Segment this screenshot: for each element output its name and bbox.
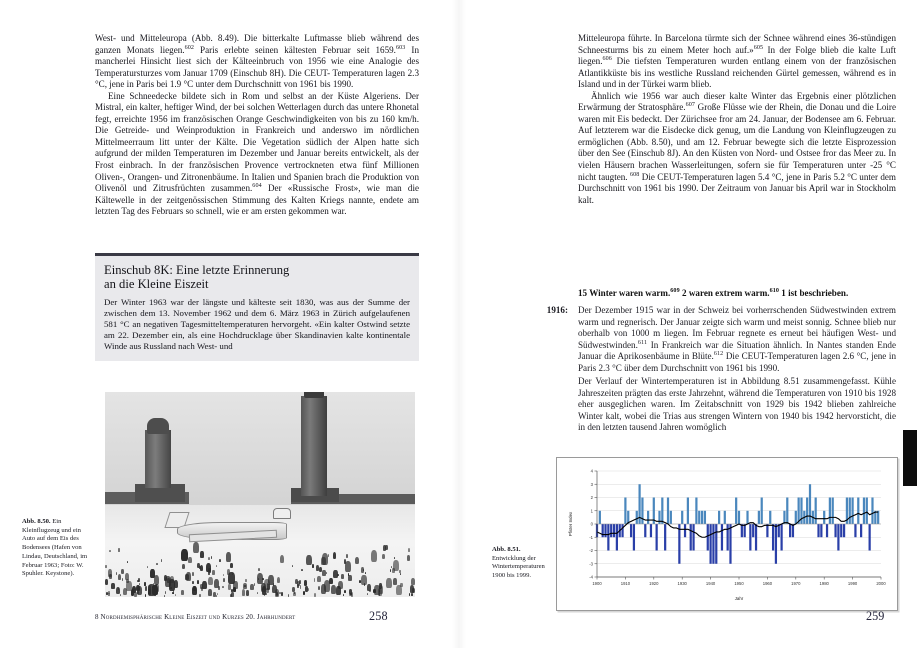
einschub-text: Der Winter 1963 war der längste und kälteste seit 1830, was aus der Summe der zwischen dem 13. November 1962 und dem 6. März 1963 in Zürich aufgelaufenen 581 °C an negativen Tagesmitteltemperaturen hervorgeht. «Ein kalter Ostwind setzte am 22. Dezember ein, als eine Hochdrucklage über Skandinavien kalte kontinentale Winde aus Russland nach West- und (104, 296, 410, 352)
chart-bar (749, 524, 751, 551)
chart-bar (775, 524, 777, 564)
chart-bar (826, 524, 828, 537)
year-entry-text: Der Dezember 1915 war in der Schweiz bei vorherrschenden Südwestwinden extrem warm und regnerisch. Der Januar zeigte sich warm und meist sonnig. Schnee blieb nur oberhalb von 1000 m liegen. Im Februar regnete es erneut bei häufigen West- und Südwestwinden.$^{611}$ In Frankreich war die Situation ähnlich. In Nantes standen Ende Januar die Aprikosenbäume in Blüte.$^{612}$ Die CEUT-Temperaturen lagen 2.6 °C, jene in Paris 2.3 °C über dem Durchschnitt von 1961 bis 1990. (578, 305, 896, 373)
chart-bar (840, 524, 842, 537)
chart-bar (761, 498, 763, 525)
chart-bar (792, 524, 794, 537)
chart-bar (641, 498, 643, 525)
photo-person (223, 578, 225, 582)
chart-bar (678, 524, 680, 564)
photo-person (322, 570, 325, 576)
photo-person (363, 569, 364, 571)
chart-y-tick-label: -4 (589, 574, 593, 580)
photo-person (154, 587, 158, 594)
photo-person (118, 574, 122, 581)
photo-person (408, 548, 410, 552)
chart-bar (746, 511, 748, 524)
chart-bar (599, 511, 601, 524)
photo-person (226, 552, 231, 561)
chart-x-tick-label: 1950 (734, 581, 744, 586)
photo-person (108, 569, 112, 577)
photo-person (331, 585, 336, 594)
chart-bar (860, 524, 862, 537)
chart-bar (715, 524, 717, 564)
photo-person (222, 586, 223, 588)
left-column-text (95, 33, 419, 218)
photo-person (346, 554, 348, 558)
photo-person (170, 576, 174, 584)
photo-person (118, 548, 120, 551)
chart-bar (735, 498, 737, 525)
chart-x-tick-label: 2000 (876, 581, 886, 586)
photo-person (192, 581, 194, 584)
photo-person (156, 563, 157, 565)
chart-x-tick-label: 1970 (791, 581, 801, 586)
photo-person (411, 578, 415, 585)
chart-bar (613, 524, 615, 537)
photo-person (288, 594, 290, 597)
chart-bar (809, 484, 811, 524)
einschub-title (104, 263, 410, 292)
caption-text: Entwicklung der Wintertemperaturen 1900 bis 1999. (492, 554, 545, 580)
chart-y-tick-label: -3 (589, 561, 593, 567)
chart-x-axis-label: Jahr (734, 596, 744, 601)
photo-person (394, 557, 395, 559)
photo-person (297, 584, 299, 588)
chart-bar (789, 524, 791, 537)
chart-bar (690, 524, 692, 551)
chart-bar (667, 498, 669, 525)
chart-bar (681, 511, 683, 524)
chart-bar (695, 498, 697, 525)
chart-bar (849, 498, 851, 525)
photo-car (273, 508, 291, 519)
chart-y-axis-label: Pfister Index (568, 511, 573, 537)
chart-bar (772, 524, 774, 551)
chart-x-tick-label: 1910 (620, 581, 631, 586)
photo-person (120, 594, 121, 596)
photo-person (144, 582, 146, 585)
einschub-title-line2: an die Kleine Eiszeit (104, 277, 209, 292)
chart-x-tick-label: 1990 (847, 581, 858, 586)
chart-bar (607, 524, 609, 551)
figure-8-51-chart-frame (556, 457, 898, 611)
photo-person (367, 593, 368, 595)
chart-y-tick-label: 1 (590, 508, 593, 514)
chart-bar (823, 511, 825, 524)
photo-person (199, 594, 200, 597)
photo-person (148, 585, 151, 591)
photo-person (165, 591, 166, 593)
photo-person (109, 550, 111, 553)
photo-person (400, 583, 402, 587)
caption-label: Abb. 8.50. (22, 518, 51, 525)
chart-bar (621, 524, 623, 537)
winter-temperature-chart (563, 463, 889, 603)
photo-person (293, 592, 295, 596)
photo-person (341, 574, 344, 579)
chart-bar (698, 511, 700, 524)
chart-bar (704, 511, 706, 524)
photo-person (355, 557, 359, 565)
photo-person (145, 586, 147, 590)
chart-bar (664, 524, 666, 551)
photo-person (216, 595, 217, 597)
caption-label: Abb. 8.51. (492, 546, 521, 553)
photo-illustration (105, 392, 415, 597)
photo-person (197, 580, 199, 583)
chart-bar (857, 498, 859, 525)
photo-person (333, 552, 337, 559)
chart-bar (650, 524, 652, 537)
photo-person (336, 586, 341, 594)
photo-person (200, 551, 204, 557)
photo-person (154, 575, 160, 585)
photo-person (182, 564, 185, 570)
chart-bar (727, 524, 729, 551)
photo-person (301, 569, 302, 572)
photo-person (105, 579, 108, 585)
chart-y-tick-label: 2 (590, 495, 593, 501)
einschub-inner (95, 256, 419, 362)
photo-person (281, 592, 283, 596)
photo-person (200, 565, 204, 571)
chart-bar (843, 524, 845, 537)
left-page-footer (95, 609, 388, 648)
photo-person (214, 579, 219, 588)
photo-person (292, 565, 293, 567)
photo-person (164, 595, 165, 597)
photo-person (409, 593, 410, 596)
chart-bar (630, 524, 632, 537)
photo-person (173, 592, 174, 594)
photo-person (371, 550, 378, 562)
photo-person (328, 554, 329, 557)
chart-bar (661, 498, 663, 525)
photo-person (314, 578, 316, 581)
photo-person (265, 593, 266, 595)
figure-8-50-caption (22, 518, 92, 579)
photo-bavarian-lion (147, 418, 169, 434)
chart-x-tick-label: 1960 (762, 581, 773, 586)
chart-bar (783, 511, 785, 524)
photo-person (333, 570, 337, 578)
photo-person (326, 572, 327, 574)
chart-bar (780, 524, 782, 551)
chart-bar (869, 524, 871, 551)
closing-paragraph: Der Verlauf der Wintertemperaturen ist in Abbildung 8.51 zusammengefasst. Kühle Jahreszeiten prägten das erste Jahrzehnt, während die Temperaturen von 1910 bis 1928 eher ausgeglichen waren. Im Zeitabschnitt von 1929 bis 1942 blieben zahlreiche Winter kalt, wobei die Trias aus strengen Wintern von 1940 bis 1942 hervorsticht, die in den letzten tausend Jahren womöglich (578, 376, 896, 433)
photo-person (321, 584, 326, 594)
right-page-number: 259 (866, 609, 885, 623)
chart-y-tick-label: 3 (590, 481, 593, 487)
photo-person (343, 594, 344, 596)
photo-person (378, 588, 382, 595)
gutter-shadow (452, 0, 466, 648)
photo-person (383, 545, 386, 551)
photo-person (245, 579, 246, 581)
photo-lion-column (145, 430, 171, 488)
chart-bar (755, 524, 757, 551)
chart-x-tick-label: 1930 (677, 581, 687, 586)
photo-person (137, 580, 138, 583)
photo-person (208, 589, 212, 596)
photo-person (175, 594, 176, 596)
photo-person (280, 555, 285, 564)
year-entry-1916 (524, 305, 896, 374)
figure-8-51-caption (492, 546, 554, 581)
chart-bar (769, 511, 771, 524)
chart-bar (687, 498, 689, 525)
chart-bar (616, 524, 618, 551)
photo-person (138, 578, 140, 582)
photo-person (211, 556, 212, 559)
chart-bar (644, 524, 646, 537)
photo-person (219, 559, 221, 562)
photo-person (268, 575, 274, 585)
photo-person (322, 553, 328, 564)
chart-y-tick-label: -1 (589, 534, 593, 540)
chart-bar (636, 511, 638, 524)
chart-x-tick-label: 1980 (819, 581, 829, 586)
chart-bar (610, 524, 612, 537)
photo-person (186, 553, 187, 555)
chart-x-tick-label: 1920 (649, 581, 659, 586)
paragraph: West- und Mitteleuropa (Abb. 8.49). Die bitterkalte Luftmasse blieb während des ganzen Monats liegen.$^{602}$ Paris erlebte seinen kältesten Februar seit 1659.$^{603}$ In mancherlei Hinsicht liest sich der Kälteeinbruch von 1956 wie eine Analogie des Temperatursturzes vom Januar 1709 (Einschub 8H). Die CEUT- Temperaturen lagen 2.3 °C, jene in Paris bei 1.9 °C unter dem Durchschnitt von 1961 bis 1990. (95, 33, 419, 90)
photo-person (193, 586, 196, 591)
photo-person (393, 560, 399, 571)
chart-bar (729, 524, 731, 564)
photo-person (111, 583, 114, 589)
chart-bar (866, 498, 868, 525)
chart-bar (834, 524, 836, 537)
photo-person (257, 573, 263, 584)
right-column-text (578, 33, 896, 206)
photo-crowd (105, 539, 415, 597)
photo-person (254, 583, 255, 585)
chart-bar (602, 524, 604, 537)
chapter-edge-tab (903, 430, 917, 486)
photo-person (223, 574, 224, 577)
photo-person (299, 580, 301, 583)
photo-person (123, 588, 127, 596)
chart-bar (744, 524, 746, 537)
chart-bar (718, 511, 720, 524)
photo-lighthouse (301, 396, 327, 496)
chart-bar (820, 524, 822, 537)
photo-person (314, 593, 316, 597)
chart-bar (692, 524, 694, 551)
photo-person (127, 561, 128, 563)
photo-person (230, 563, 233, 568)
photo-person (174, 580, 179, 588)
photo-person (145, 594, 146, 596)
photo-person (351, 592, 353, 596)
photo-person (244, 585, 245, 587)
photo-person (348, 575, 351, 581)
chart-x-tick-label: 1900 (592, 581, 602, 586)
photo-person (105, 565, 106, 567)
photo-person (410, 585, 414, 592)
chart-bar (656, 524, 658, 551)
photo-person (344, 590, 346, 593)
photo-person (257, 592, 258, 594)
caption-text: Ein Kleinflugzeug und ein Auto auf dem Eis des Bodensees (Hafen von Lindau, Deutschland, im Februar 1963; Foto: W. Spuhler. Keystone). (22, 518, 88, 578)
photo-person (152, 586, 153, 588)
chart-bar (854, 524, 856, 537)
photo-person (147, 566, 148, 568)
photo-person (312, 564, 314, 567)
photo-person (121, 569, 124, 574)
chart-bar (877, 511, 879, 524)
photo-person (164, 575, 168, 581)
photo-person (411, 593, 413, 596)
photo-person (258, 568, 260, 571)
chart-bar (741, 524, 743, 537)
chart-y-tick-label: 0 (590, 521, 593, 527)
chart-bar (829, 498, 831, 525)
photo-person (400, 573, 401, 575)
photo-person (216, 565, 217, 567)
photo-person (393, 578, 397, 585)
photo-person (391, 566, 392, 568)
paragraph: Ähnlich wie 1956 war auch dieser kalte Winter das Ergebnis einer plötzlichen Erwärmung der Stratosphäre.$^{607}$ Große Flüsse wie der Rhein, die Donau und die Loire waren mit Eis bedeckt. Der Zürichsee fror am 24. Januar, der Bodensee am 6. Februar. Auf letzterem war die Eisdecke dick genug, um die Landung von Kleinflugzeugen zu ermöglichen (Abb. 8.50), und am 12. Februar bewegte sich die letzte Eisprozession über den See (Einschub 8J). An den Küsten von Nord- und Ostsee fror das Meer zu. In vielen Häusern brachen Wasserleitungen, sofern sie für Temperaturen unter -25 °C nicht taugten. $^{608}$ Die CEUT-Temperaturen lagen 5.4 °C, jene in Paris 5.2 °C unter dem Durchschnitt von 1961 bis 1990. Der Zeitraum von Januar bis April war in Stockholm kalt. (578, 90, 896, 205)
chart-bar (815, 498, 817, 525)
chart-bar (684, 524, 686, 537)
photo-person (217, 593, 218, 595)
chart-y-tick-label: -2 (589, 548, 593, 554)
chart-bar (863, 498, 865, 525)
einschub-box (95, 253, 419, 361)
paragraph: Eine Schneedecke bildete sich in Rom und selbst an der Küste Algeriens. Der Mistral, ein kalter, heftiger Wind, der bei solchen Wetterlagen durch das untere Rhonetal fegt, erreichte 1956 im französischen Orange Geschwindigkeiten von bis zu 160 km/h. Die Getreide- und Weinproduktion in Frankreich und anderswo im nördlichen Mittelmeerraum litt unter der Kälte. Die Vegetation südlich der Alpen hatte sich aufgrund der milden Temperaturen im Dezember und Januar bereits entwickelt, als der Frost einbrach. In der französischen Provence vertrockneten etwa fünf Millionen Oliven-, Orangen- und Zitronenbäume. In Italien und Spanien brach die Produktion von Olivenöl und Zitrusfrüchten zusammen.$^{604}$ Der «Russische Frost», wie man die Kältewelle in der zeitgenössischen Stimmung des Kalten Kriegs nannte, endete am letzten Tag des Februars so schnell, wie er am ersten gekommen war. (95, 90, 420, 217)
photo-person (318, 586, 321, 591)
photo-person (361, 575, 367, 585)
chart-bar (871, 498, 873, 525)
photo-person (407, 555, 410, 561)
photo-person (161, 559, 162, 561)
chart-bar (604, 524, 606, 537)
bold-summary-line: 15 Winter waren warm.$^{609}$ 2 waren extrem warm.$^{610}$ 1 ist beschrieben. (578, 287, 849, 298)
left-page-number: 258 (369, 609, 388, 623)
photo-person (365, 572, 366, 574)
chart-bar (709, 524, 711, 564)
photo-person (228, 572, 235, 584)
chart-bar (806, 498, 808, 525)
photo-person (108, 591, 110, 594)
photo-person (382, 554, 385, 560)
photo-person (369, 590, 370, 593)
photo-person (208, 557, 210, 561)
photo-person (126, 579, 129, 584)
photo-person (277, 577, 281, 584)
chart-bar (647, 511, 649, 524)
photo-person (246, 590, 249, 596)
chart-bar (851, 498, 853, 525)
photo-person (317, 576, 321, 582)
chart-x-tick-label: 1940 (705, 581, 716, 586)
photo-person (329, 578, 333, 585)
chart-bar (817, 524, 819, 537)
photo-person (303, 591, 305, 595)
photo-person (122, 578, 123, 581)
chart-bar (752, 524, 754, 537)
chart-bar (724, 511, 726, 524)
photo-person (208, 568, 211, 573)
chart-bar (786, 498, 788, 525)
photo-person (154, 594, 155, 596)
photo-person (188, 557, 192, 563)
paragraph: Mitteleuropa führte. In Barcelona türmte sich der Schnee während eines 36-stündigen Schneesturms bis zu einem Meter hoch auf.»$^{605}$ In der Folge blieb die kalte Luft liegen.$^{606}$ Die tiefsten Temperaturen wurden entlang einem von der französischen Atlantikküste bis ins westliche Russland reichenden Gürtel gemessen, während es in Island und in der Türkei warm blieb. (578, 33, 897, 90)
photo-person (193, 542, 199, 553)
photo-person (181, 590, 184, 595)
photo-person (192, 572, 194, 576)
photo-person (137, 586, 142, 595)
einschub-title-line1: Einschub 8K: Eine letzte Erinnerung (104, 262, 290, 277)
chart-bar (670, 511, 672, 524)
photo-person (208, 577, 213, 586)
photo-person (118, 588, 119, 590)
chart-bar (712, 524, 714, 564)
chart-bar (624, 498, 626, 525)
photo-person (233, 587, 236, 592)
chart-bar (701, 511, 703, 524)
photo-person (186, 572, 191, 581)
chart-bar (633, 524, 635, 551)
year-label: 1916: (546, 305, 568, 315)
chart-bar (758, 511, 760, 524)
photo-person (212, 570, 215, 575)
chart-y-tick-label: 4 (590, 468, 593, 474)
chart-bar (832, 498, 834, 525)
chart-bar (766, 524, 768, 537)
chart-bar (795, 511, 797, 524)
photo-person (306, 555, 312, 566)
chart-bar (837, 524, 839, 551)
running-head: 8 Nordhemisphärische Kleine Eiszeit und Kurzes 20. Jahrhundert (95, 613, 296, 621)
chart-bar (721, 524, 723, 551)
photo-person (116, 572, 117, 575)
photo-person (304, 580, 307, 586)
photo-person (386, 578, 392, 588)
chart-bar (707, 524, 709, 551)
chart-bar (738, 511, 740, 524)
figure-8-50-photo (105, 392, 415, 597)
photo-person (242, 589, 246, 596)
chart-bar (658, 511, 660, 524)
